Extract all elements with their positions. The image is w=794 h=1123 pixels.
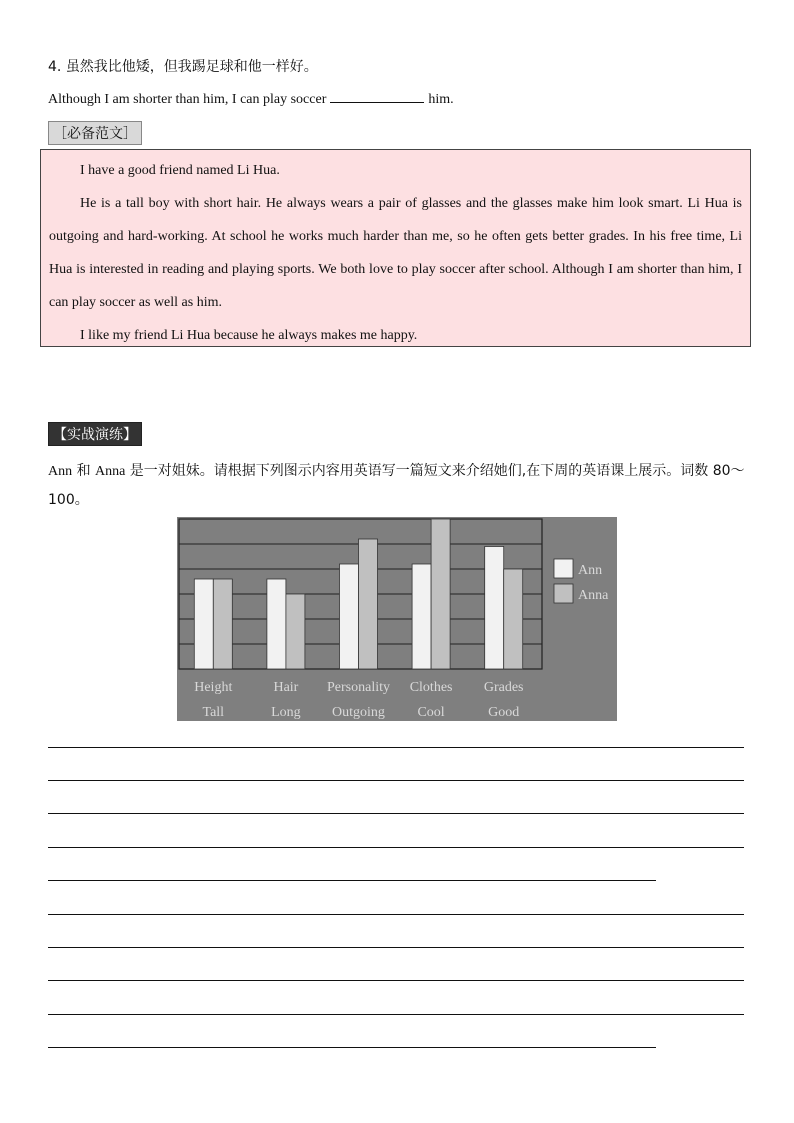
x-tick-label: Height [194,680,233,695]
sample-essay-box [40,149,751,347]
x-tick-label: Clothes [409,680,453,695]
practice-tag: 【实战演练】 [48,422,142,446]
writing-line[interactable] [48,947,744,948]
essay-paragraph-1: I have a good friend named Li Hua. [80,163,280,178]
writing-line[interactable] [48,1014,744,1015]
comparison-bar-chart [177,517,617,721]
bar-ann-height [194,579,213,669]
bar-ann-personality [340,564,359,669]
question-4-chinese [48,56,318,76]
legend-label-ann: Ann [578,563,603,578]
writing-line[interactable] [48,1047,656,1048]
task-instructions [48,457,748,514]
bar-anna-grades [504,569,523,669]
bar-ann-clothes [412,564,431,669]
x-tick-label: Hair [273,680,299,695]
writing-line[interactable] [48,914,744,915]
answer-blank[interactable] [330,90,424,103]
task-text-body: 是一对姐妹。请根据下列图示内容用英语写一篇短文来介绍她们,在下周的英语课上展示。词数 80～100。 [48,463,745,508]
task-text-and: 和 [72,463,96,479]
x-sublabel: Cool [417,705,445,720]
task-name-ann: Ann [48,464,73,479]
writing-line[interactable] [48,847,744,848]
bar-anna-height [213,579,232,669]
bar-anna-personality [359,539,378,669]
essay-paragraph-3: I like my friend Li Hua because he always makes me happy. [80,328,418,343]
question-english-before: Although I am shorter than him, I can play soccer [48,92,327,107]
task-name-anna: Anna [95,464,126,479]
writing-line[interactable] [48,880,656,881]
essay-paragraph-2: He is a tall boy with short hair. He always wears a pair of glasses and the glasses make him look smart. Li Hua is outgoing and hard-working. At school he works much harder than me, so he often gets better grades. In his free time, Li Hua is interested in reading and playing sports. We both love to play soccer after school. Although I am shorter than him, I can play soccer as well as him. [49,196,742,310]
question-chinese-text: 虽然我比他矮，但我踢足球和他一样好。 [65,59,318,75]
bar-ann-hair [267,579,286,669]
legend-label-anna: Anna [578,588,609,603]
x-tick-label: Grades [483,680,524,695]
sample-essay-tag: ［必备范文］ [48,121,142,145]
question-number: 4. [48,59,62,75]
writing-line[interactable] [48,980,744,981]
question-4-english [48,90,454,108]
x-tick-label: Personality [327,680,390,695]
x-sublabel: Good [488,705,520,720]
writing-line[interactable] [48,813,744,814]
x-sublabel: Long [271,705,301,720]
writing-line[interactable] [48,747,744,748]
bar-anna-hair [286,594,305,669]
legend-swatch-ann [554,559,573,578]
writing-line[interactable] [48,780,744,781]
legend-swatch-anna [554,584,573,603]
x-sublabel: Tall [202,705,225,720]
question-english-after: him. [428,92,454,107]
bar-ann-grades [485,547,504,670]
bar-anna-clothes [431,519,450,669]
x-sublabel: Outgoing [332,705,385,720]
